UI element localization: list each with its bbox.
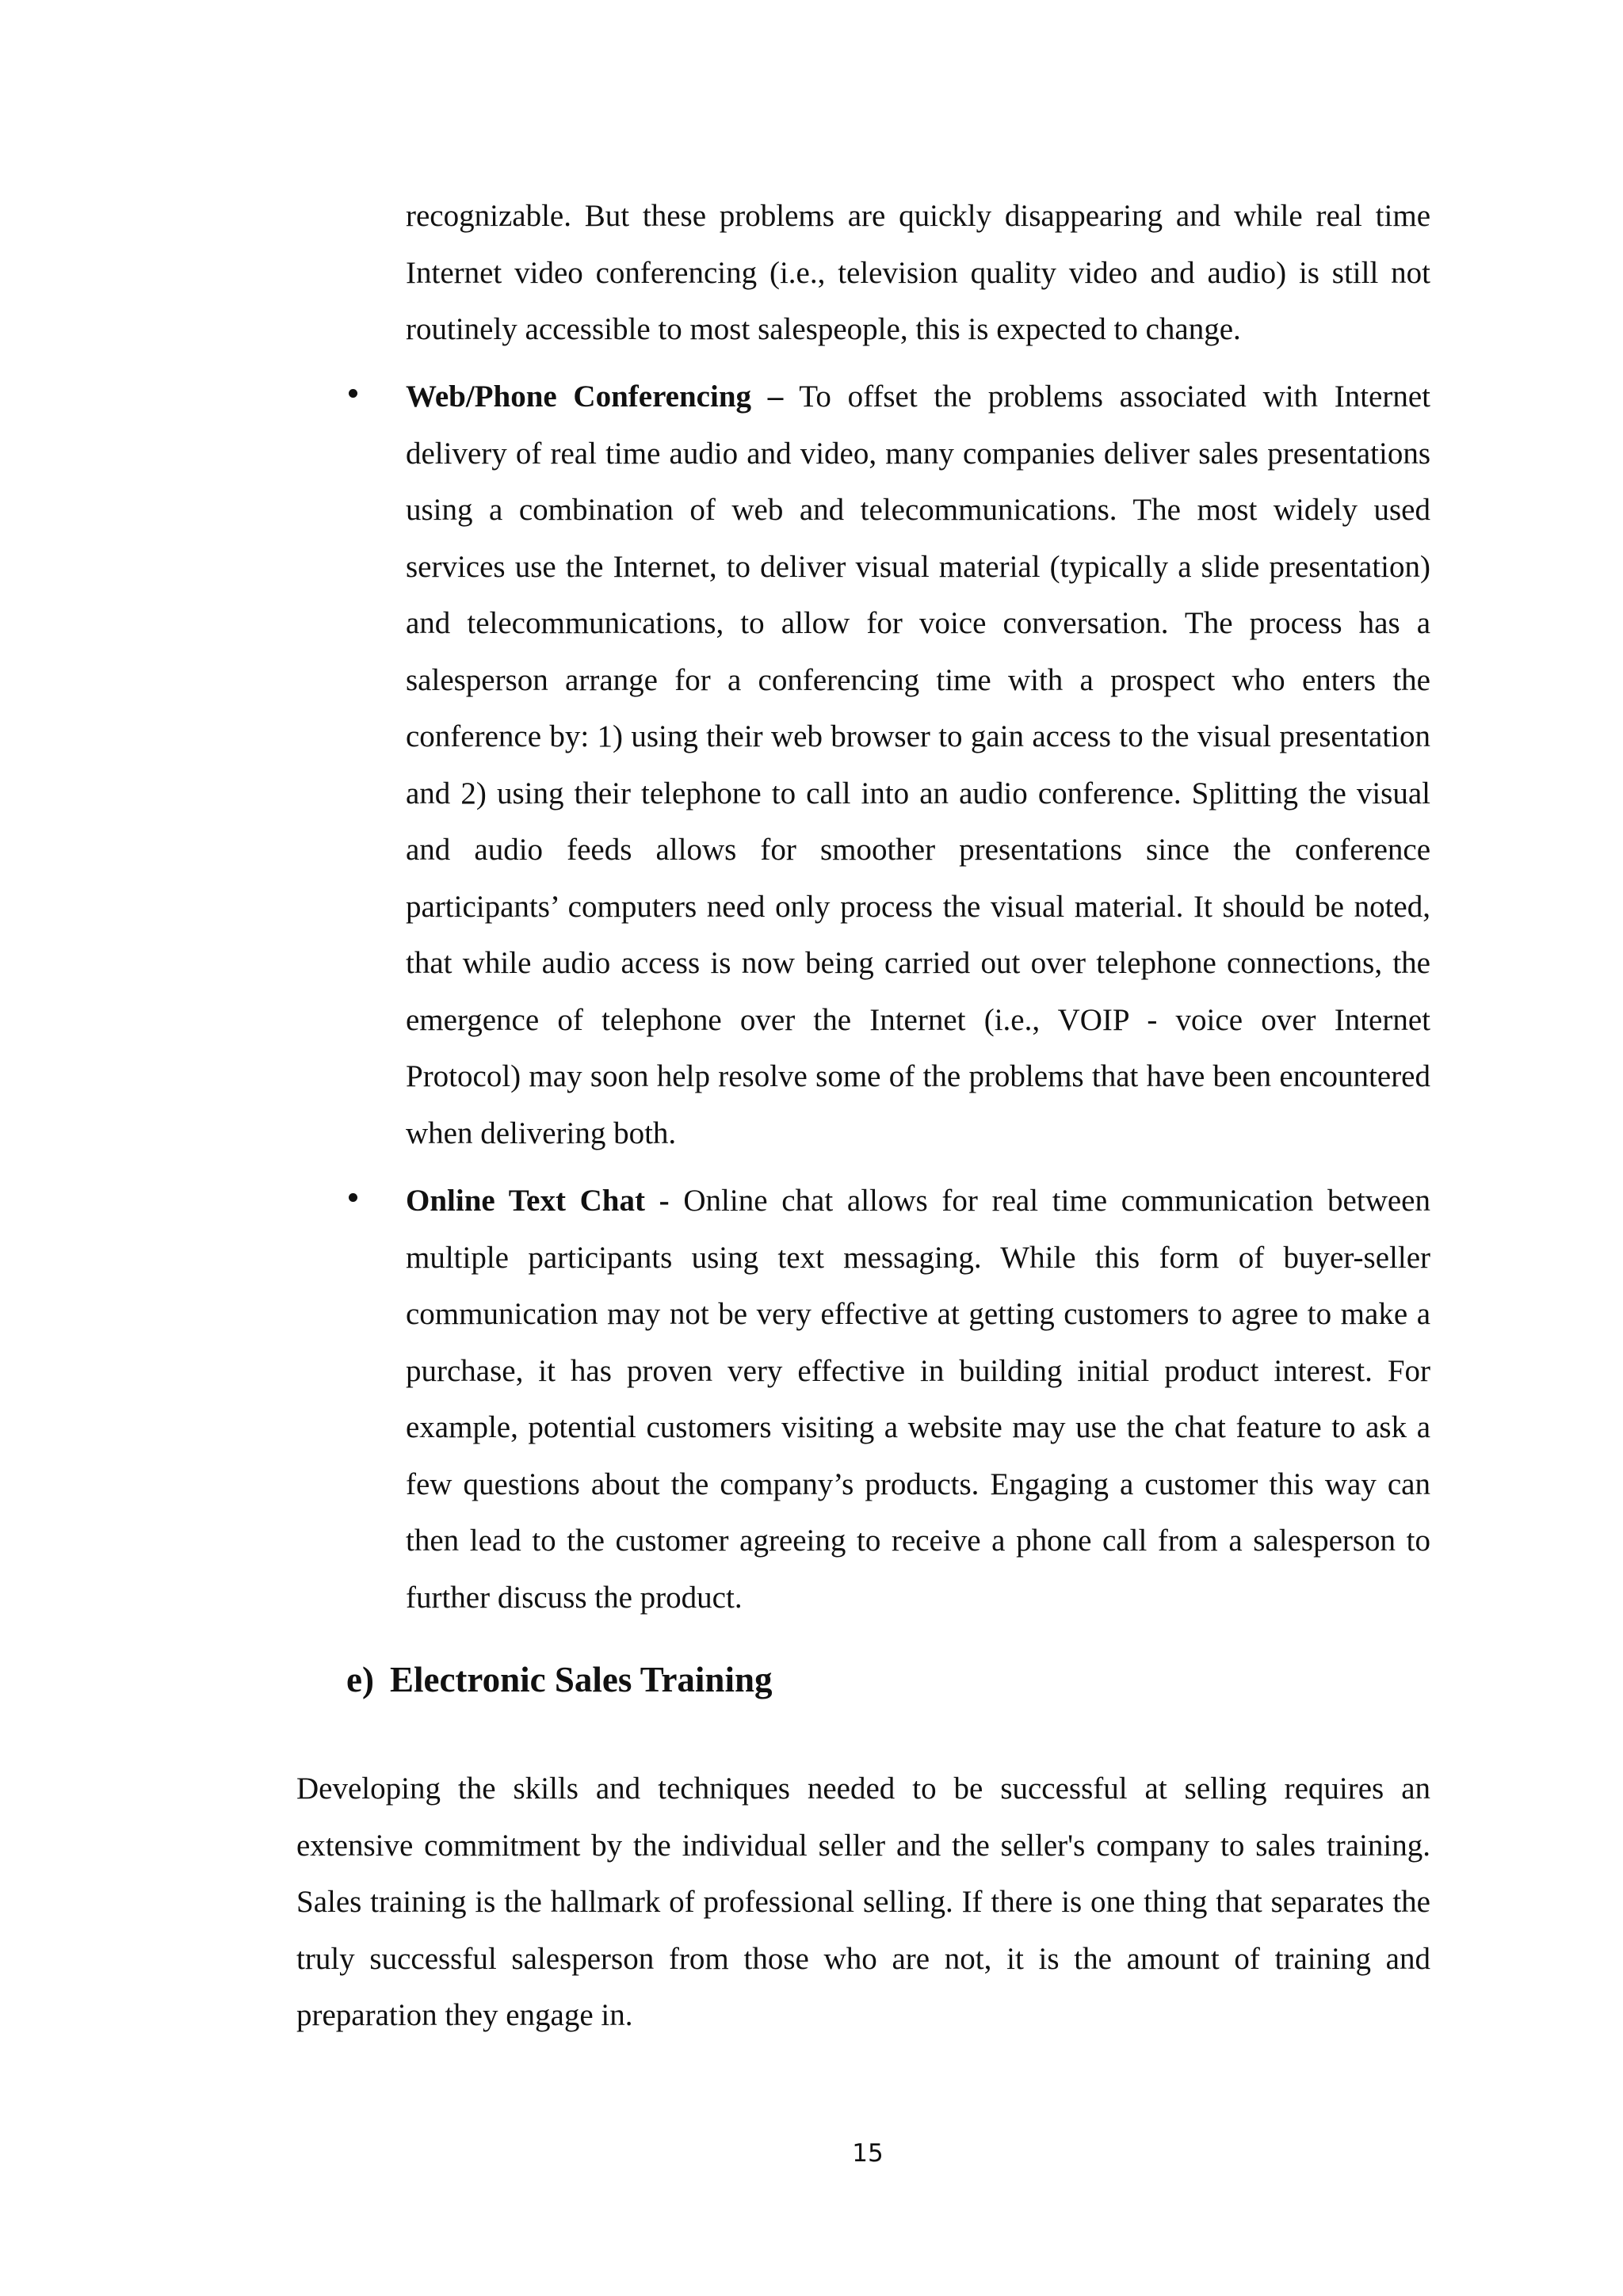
- section-heading: [346, 1656, 773, 1703]
- continuation-paragraph: recognizable. But these problems are quickly disappearing and while real time Internet video conferencing (i.e., television quality video and audio) is still not routinely accessible to most salespeople, this is expected to change.: [406, 199, 1430, 346]
- bullet-text: Online chat allows for real time communication between multiple participants using text messaging. While this form of buyer-seller communication may not be very effective at getting customers to agree to make a purchase, it has proven very effective in building initial product interest. For example, potential customers visiting a website may use the chat feature to ask a few questions about the company’s products. Engaging a customer this way can then lead to the customer agreeing to receive a phone call from a salesperson to further discuss the product.: [406, 1184, 1430, 1615]
- bullet-paragraph: [406, 1173, 1430, 1626]
- bullet-item-web-phone-conferencing: [349, 368, 1430, 1161]
- bullet-dot-icon: [349, 1193, 357, 1202]
- bullet-item-online-text-chat: [349, 1173, 1430, 1626]
- section-label: e): [346, 1660, 374, 1699]
- body-paragraph: Developing the skills and techniques needed to be successful at selling requires an extensive commitment by the individual seller and the seller's company to sales training. Sales training is the hallmark of professional selling. If there is one thing that separates the truly successful salesperson from those who are not, it is the amount of training and preparation they engage in.: [296, 1772, 1430, 2032]
- bullet-term: Web/Phone Conferencing –: [406, 379, 784, 414]
- page-number: 15: [852, 2139, 884, 2168]
- section-title: Electronic Sales Training: [389, 1660, 773, 1699]
- bullet-text: To offset the problems associated with Internet delivery of real time audio and video, many companies deliver sales presentations using a combination of web and telecommunications. The most widely used services use the Internet, to deliver visual material (typically a slide presentation) and telecommunications, to allow for voice conversation. The process has a salesperson arrange for a conferencing time with a prospect who enters the conference by: 1) using their web browser to gain access to the visual presentation and 2) using their telephone to call into an audio conference. Splitting the visual and audio feeds allows for smoother presentations since the conference participants’ computers need only process the visual material. It should be noted, that while audio access is now being carried out over telephone connections, the emergence of telephone over the Internet (i.e., VOIP - voice over Internet Protocol) may soon help resolve some of the problems that have been encountered when delivering both.: [406, 379, 1430, 1150]
- bullet-dot-icon: [349, 389, 357, 398]
- bullet-term: Online Text Chat -: [406, 1184, 670, 1218]
- bullet-paragraph: [406, 368, 1430, 1161]
